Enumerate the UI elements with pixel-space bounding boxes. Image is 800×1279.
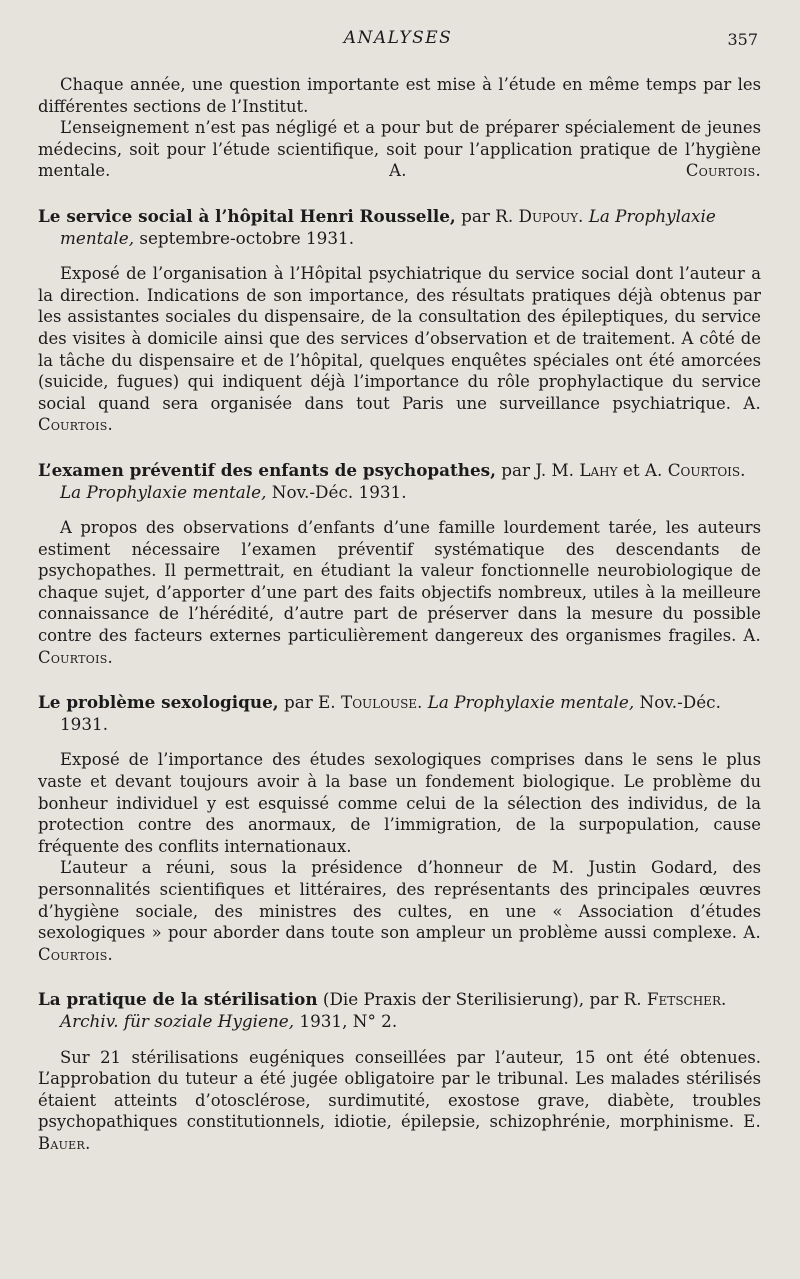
- review-by: par E.: [283, 692, 336, 713]
- review-date: septembre-octobre 1931.: [139, 227, 355, 248]
- review-author: Lahy: [579, 459, 618, 480]
- spacer: [38, 668, 761, 692]
- review-body-text: A propos des observations d’enfants d’une famille lourdement tarée, les auteurs estiment nécessaire l’examen préventif systématique des descendants de psychopathes. Il permettrait, en étudiant la valeur fonctionnelle neurobiologique de chaque sujet, d’apporter d’une part des faits objectifs nombreux, utiles à la meilleure connaissance de l’hérédité, d’autre part de préserver dans la mesure du possible contre des facteurs externes particulièrement dangereux des organismes fragiles.: [38, 518, 761, 646]
- review-conjunction: et A.: [622, 459, 663, 480]
- review-body-text: Sur 21 stérilisations eugéniques conseillées par l’auteur, 15 ont été obtenues. L’approbation du tuteur a été jugée obligatoire par le tribunal. Les malades stérilisés étaient atteints d’otosclérose, surdimutité, exostose grave, diabète, troubles psychopathiques constitutionnels, idiotie, épilepsie, schizophrénie, morphinisme.: [38, 1047, 761, 1132]
- spacer: [38, 1033, 761, 1047]
- spacer: [38, 436, 761, 460]
- signature: A. Courtois.: [38, 626, 761, 667]
- spacer: [38, 182, 761, 206]
- review-date: Nov.-Déc. 1931.: [60, 692, 721, 734]
- spacer: [38, 965, 761, 989]
- review-author: Toulouse.: [341, 692, 423, 713]
- review-body-2-text: L’auteur a réuni, sous la présidence d’honneur de M. Justin Godard, des personnalités scientifiques et littéraires, des représentants des principales œuvres d’hygiène sociale, des ministres des cultes, en une « Association d’études sexologiques » pour aborder dans toute son ampleur un problème aussi complexe.: [38, 858, 761, 943]
- review-body: [38, 263, 761, 436]
- intro-paragraph-2-text: L’enseignement n’est pas négligé et a pour but de préparer spécialement de jeunes médecins, soit pour l’étude scientifique, soit pour l’application pratique de l’hygiène mentale.: [38, 118, 761, 181]
- review-author-2: Courtois.: [667, 459, 746, 480]
- review-body: [38, 1047, 761, 1155]
- review-by: par J. M.: [501, 459, 575, 480]
- review-title: Le service social à l’hôpital Henri Rousselle,: [38, 205, 456, 226]
- intro-paragraph-2: [38, 117, 761, 182]
- review-heading: [38, 206, 761, 249]
- page-content: [38, 74, 761, 1155]
- spacer: [38, 503, 761, 517]
- spacer: [38, 735, 761, 749]
- intro-paragraph-1: Chaque année, une question importante est mise à l’étude en même temps par les différentes sections de l’Institut.: [38, 75, 761, 116]
- review-date: Nov.-Déc. 1931.: [271, 481, 407, 502]
- review-title: Le problème sexologique,: [38, 692, 279, 713]
- review-date: 1931, N° 2.: [299, 1010, 398, 1031]
- review-journal: La Prophylaxie mentale,: [60, 205, 716, 248]
- review-journal: Archiv. für soziale Hygiene,: [60, 1010, 295, 1031]
- spacer: [38, 249, 761, 263]
- review-author: Dupouy.: [518, 205, 584, 226]
- review-journal: La Prophylaxie mentale,: [427, 692, 635, 713]
- review-heading: [38, 460, 761, 503]
- signature: A. Courtois.: [38, 393, 761, 435]
- signature: A. Courtois.: [38, 923, 761, 964]
- review-heading: [38, 989, 761, 1032]
- signature: A. Courtois.: [389, 161, 761, 181]
- page-number: 357: [727, 30, 758, 49]
- signature: E. Bauer.: [38, 1112, 761, 1153]
- review-title: L’examen préventif des enfants de psychopathes,: [38, 459, 496, 480]
- review-body: Exposé de l’importance des études sexologiques comprises dans le sens le plus vaste et devant toujours avoir à la base un fondement biologique. Le problème du bonheur individuel y est esquissé comme celui de la sélection des individus, de la protection contre des anormaux, de l’immigration, de la surpopulation, cause fréquente des conflits internationaux.: [38, 750, 761, 856]
- review-author: Fetscher.: [646, 989, 727, 1010]
- review-title: La pratique de la stérilisation: [38, 989, 318, 1010]
- running-title: ANALYSES: [343, 28, 453, 48]
- review-body-text: Exposé de l’organisation à l’Hôpital psychiatrique du service social dont l’auteur a la direction. Indications de son importance, des résultats pratiques déjà obtenus par les assistantes sociales du dispensaire, de la consultation des épileptiques, du service des visites à domicile ainsi que des services d’observation et de traitement. A côté de la tâche du dispensaire et de l’hôpital, quelques enquêtes spéciales ont été amorcées (suicide, fugues) qui indiquent déjà l’importance du rôle prophylactique du service social quand sera organisée dans tout Paris une surveillance psychiatrique.: [38, 264, 761, 413]
- review-journal: La Prophylaxie mentale,: [60, 481, 267, 502]
- review-subtitle: (Die Praxis der Sterilisierung), par R.: [322, 989, 642, 1010]
- review-by: par R.: [461, 205, 514, 226]
- review-body-2: [38, 857, 761, 965]
- review-heading: [38, 692, 761, 735]
- page-header: [38, 28, 758, 54]
- review-body: [38, 517, 761, 668]
